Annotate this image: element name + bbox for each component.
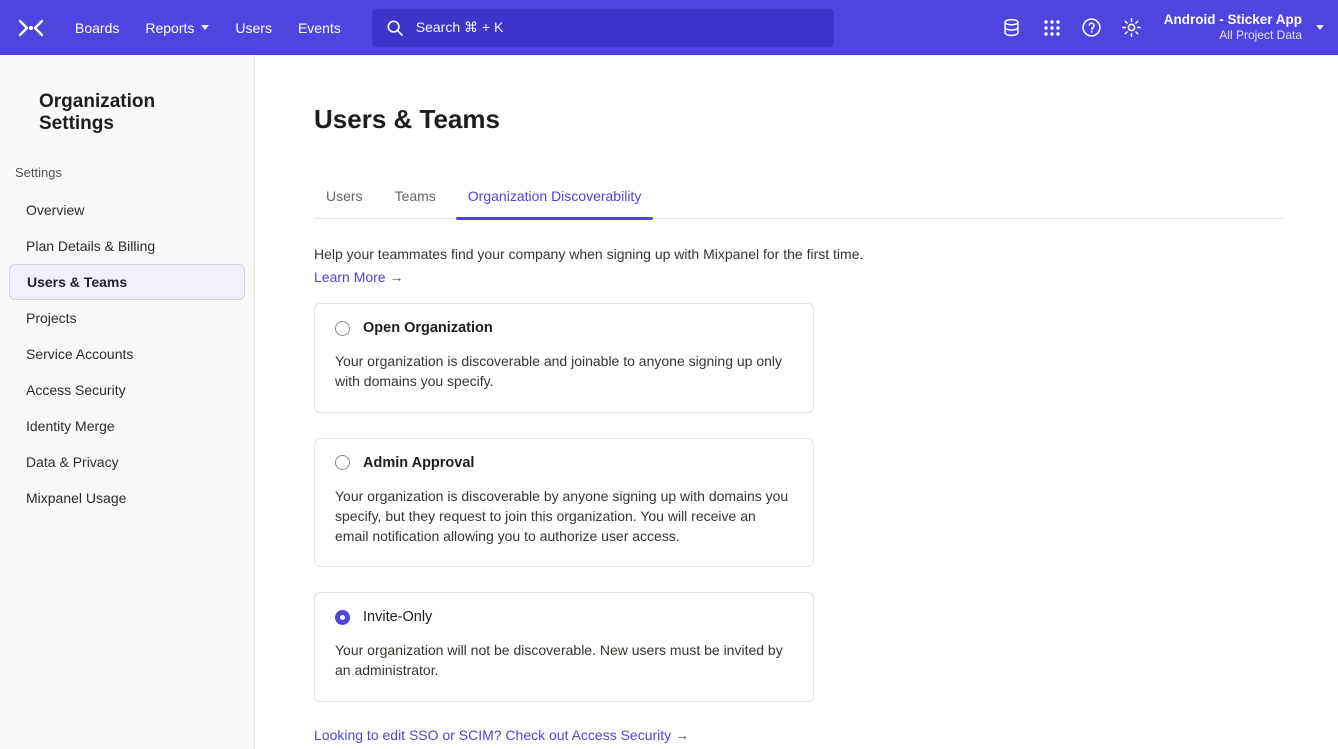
sidebar-item-identity-merge[interactable]	[9, 408, 245, 444]
sidebar-item-plan-details-billing[interactable]	[9, 228, 245, 264]
option-description: Your organization is discoverable and joinable to anyone signing up only with domains you specify.	[335, 353, 783, 389]
learn-more-link[interactable]: Learn More →	[314, 269, 404, 285]
tab-organization-discoverability-label: Organization Discoverability	[467, 188, 642, 204]
nav-item-reports-label: Reports	[145, 19, 195, 36]
nav-item-boards-label: Boards	[75, 19, 120, 36]
search-placeholder: Search ⌘ + K	[415, 19, 504, 35]
database-icon[interactable]	[992, 8, 1032, 48]
nav-item-users[interactable]	[222, 0, 285, 55]
helper-text: Help your teammates find your company when signing up with Mixpanel for the first time.	[314, 246, 864, 262]
sidebar-item-mixpanel-usage[interactable]	[9, 480, 245, 516]
mixpanel-logo[interactable]	[0, 0, 62, 55]
chevron-down-icon	[1316, 25, 1324, 30]
sidebar-title: Organization Settings	[39, 91, 156, 134]
sidebar-section-label: Settings	[15, 165, 62, 180]
top-navigation-bar	[0, 0, 1338, 55]
help-circle-icon[interactable]	[1072, 8, 1112, 48]
option-invite-only[interactable]	[314, 592, 814, 702]
chevron-down-icon	[201, 25, 209, 30]
nav-item-reports[interactable]	[132, 0, 222, 55]
tab-teams[interactable]	[379, 188, 452, 218]
sidebar-item-label: Overview	[26, 202, 85, 218]
page-title: Users & Teams	[314, 104, 500, 134]
sidebar-item-projects[interactable]	[9, 300, 245, 336]
sidebar-item-label: Users & Teams	[27, 274, 128, 290]
settings-sidebar	[0, 55, 255, 749]
nav-item-boards[interactable]	[62, 0, 132, 55]
search-icon	[386, 19, 404, 37]
apps-grid-icon[interactable]	[1032, 8, 1072, 48]
radio-open-organization[interactable]	[335, 321, 350, 336]
option-title: Admin Approval	[363, 454, 475, 471]
sidebar-item-label: Mixpanel Usage	[26, 490, 127, 506]
option-description: Your organization is discoverable by anyone signing up with domains you specify, but they request to join this organization. You will receive an email notification allowing you to authorize user access.	[335, 487, 789, 544]
sidebar-item-data-privacy[interactable]	[9, 444, 245, 480]
option-admin-approval[interactable]	[314, 438, 814, 568]
sidebar-item-label: Identity Merge	[26, 418, 115, 434]
sidebar-item-access-security[interactable]	[9, 372, 245, 408]
option-open-organization[interactable]	[314, 303, 814, 413]
gear-icon[interactable]	[1112, 8, 1152, 48]
search-input[interactable]	[372, 9, 834, 47]
tab-users-label: Users	[326, 188, 363, 204]
sidebar-item-label: Projects	[26, 310, 77, 326]
discoverability-options	[314, 303, 1338, 702]
project-scope: All Project Data	[1219, 28, 1302, 43]
top-right-toolbar	[992, 0, 1338, 55]
radio-invite-only[interactable]	[335, 610, 350, 625]
option-title: Invite-Only	[363, 609, 433, 626]
nav-item-users-label: Users	[235, 19, 272, 36]
main-content	[255, 55, 1338, 749]
project-selector[interactable]	[1164, 5, 1324, 51]
tab-bar	[314, 176, 1283, 219]
tab-teams-label: Teams	[394, 188, 436, 204]
tab-users[interactable]	[314, 188, 379, 218]
sidebar-item-overview[interactable]	[9, 192, 245, 228]
tab-organization-discoverability[interactable]	[452, 188, 658, 218]
sidebar-item-label: Data & Privacy	[26, 454, 119, 470]
sidebar-item-label: Service Accounts	[26, 346, 134, 362]
radio-admin-approval[interactable]	[335, 455, 350, 470]
project-name: Android - Sticker App	[1163, 11, 1302, 27]
sidebar-item-users-teams[interactable]	[9, 264, 245, 300]
nav-item-events[interactable]	[285, 0, 354, 55]
sidebar-item-service-accounts[interactable]	[9, 336, 245, 372]
access-security-link[interactable]: Looking to edit SSO or SCIM? Check out Access Security →	[314, 727, 690, 744]
option-title: Open Organization	[363, 320, 493, 336]
option-description: Your organization will not be discoverable. New users must be invited by an administrator.	[335, 642, 783, 679]
sidebar-item-label: Access Security	[26, 382, 126, 398]
nav-item-events-label: Events	[297, 19, 341, 36]
sidebar-item-label: Plan Details & Billing	[26, 238, 156, 254]
primary-nav	[62, 0, 354, 55]
